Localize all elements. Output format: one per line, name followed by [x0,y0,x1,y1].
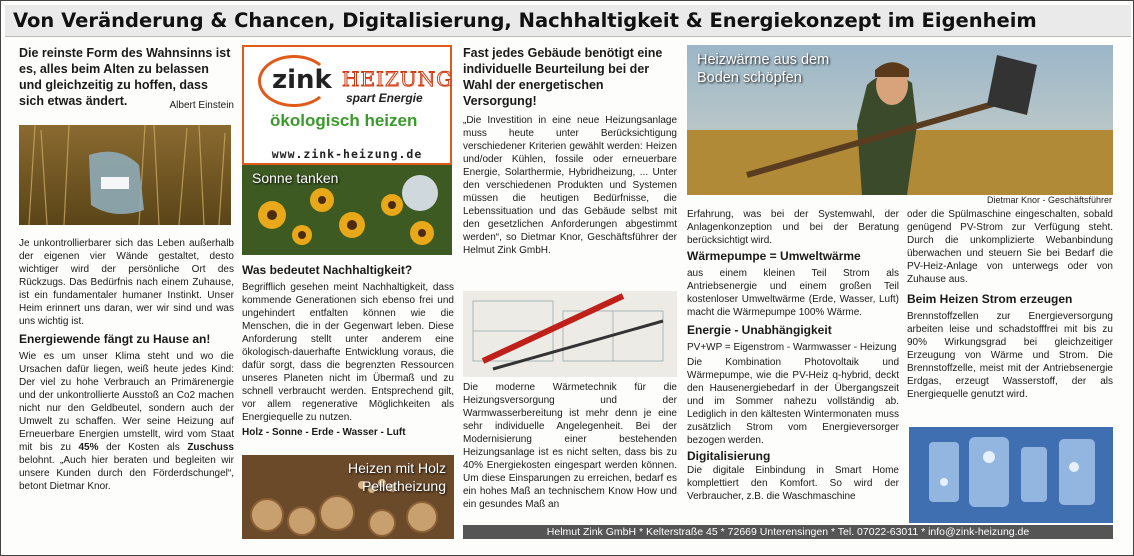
section-heading-energiewende: Energiewende fängt zu Hause an! [19,332,211,346]
waermetechnik-text: Die moderne Wärmetechnik für die Heizungsversorgung und der Warmwasserbereitung ist mehr denn je eine sehr individuelle Angelegenheit. Bei der Modernisierung einer bestehenden Heizungsanlage ist es nicht selten, dass bis zu 40% Energiekosten eingespart werden können. Um diese Einsparungen zu erreichen, bedarf es ein hohes Maß an technischem Know How und ein gesundes Maß an [463,382,677,510]
logo-slogan: spart Energie [346,91,423,105]
column-4 [687,208,899,523]
energiewende-text: Wie es um unser Klima steht und wo die Ursachen dafür liegen, weiß heute jedes Kind: Der viel zu hohe Verbrauch an Primärenergie und der unkontrollierte Ausstoß an Co2 machen nicht nur den Geldbeutel, sondern auch der Umwelt zu schaffen. Wer seine Heizung auf Erneuerbare Energien umstellt, wird vom Staat mit bis zu 45% der Kosten als Zuschuss belohnt. „Auch hier beraten und begleiten wir unsere Kunden durch den Förderdschungel“, betont Dietmar Knor. [19,351,234,492]
column-3-body [463,381,677,523]
investition-text: „Die Investition in eine neue Heizungsanlage muss heute unter Berücksichtigung verschiedener Kriterien gewählt werden: Heizen und/oder Kühlen, fossile oder erneuerbare Energie, Solarthermie, Hybridheizung, ... Unter den verschiedenen Produkten und Systemen müssen die heutigen Bedürfnisse, die Lebenssituation und das Gebäude selbst mit den gesetzlichen Anforderungen abgestimmt werden“, so Dietmar Knor, Geschäftsführer der Helmut Zink GmbH. [463,115,677,256]
digitalisierung-text: Die digitale Einbindung in Smart Home komplettiert den Komfort. So wird der Verbraucher, z.B. die Waschmaschine [687,465,899,502]
logo-claim: ökologisch heizen [270,111,418,130]
sunflower-photo [242,165,452,255]
section-heading-nachhaltigkeit: Was bedeutet Nachhaltigkeit? [242,263,413,277]
building-quote: Fast jedes Gebäude benötigt eine individuelle Beurteilung bei der Wahl der energetischen Versorgung! [463,46,663,108]
waermepumpe-text: aus einem kleinen Teil Strom als Antriebsenergie und einem großen Teil kostenloser Umweltwärme (Erde, Wasser, Luft) macht die Wärmepumpe 100% Wärme. [687,268,899,318]
caption-holz-line2: Pelletheizung [361,478,446,494]
page-headline: Von Veränderung & Chancen, Digitalisierung, Nachhaltigkeit & Energiekonzept im Eigenheim [5,5,1131,37]
section-heading-strom: Beim Heizen Strom erzeugen [907,292,1073,306]
intro-text: Je unkontrollierbarer sich das Leben außerhalb der eigenen vier Wände gestaltet, desto wichtiger wird der persönliche Ort des Rückzugs. Das Bedürfnis nach einem Zuhause, ist ein fundamentaler humaner Instinkt. Unser Heim erinnert uns daran, wer wir sind und was uns wichtig ist. [19,238,234,327]
photo-caption-boden [697,51,829,87]
section-heading-unabhaengigkeit: Energie - Unabhängigkeit [687,323,832,337]
farmer-photo [687,45,1113,195]
spuelmaschine-text: oder die Spülmaschine eingeschalten, sobald genügend PV-Strom zur Verfügung steht. Durch die unkomplizierte Webanbindung überwachen und steuern Sie bei Bedarf die PV-Heiz-Anlage von unterwegs oder von Zuhause aus. [907,209,1113,285]
fuelcell-photo [909,427,1113,523]
photo-caption-holz [334,459,446,495]
section-heading-waermepumpe: Wärmepumpe = Umweltwärme [687,249,861,263]
column-3 [463,45,677,291]
caption-boden-line1: Heizwärme aus dem [697,52,830,68]
pv-formula: PV+WP = Eigenstrom - Warmwasser - Heizung [687,342,897,353]
logo-zink: zink [272,65,332,95]
logo-heizung: HEIZUNG [342,67,454,91]
caption-boden-line2: Boden schöpfen [697,70,802,86]
website-url: www.zink-heizung.de [271,147,423,161]
quote-author: Albert Einstein [169,100,234,111]
column-1-body [19,237,234,537]
contact-footer: Helmut Zink GmbH * Kelterstraße 45 * 72669 Unterensingen * Tel. 07022-63011 * info@zink-heizung.de [463,525,1113,539]
einstein-quote: Die reinste Form des Wahnsinns ist es, alles beim Alten zu belassen und gleichzeitig zu hoffen, dass sich etwas ändert. [19,46,231,108]
blueprint-photo [463,291,677,377]
brennstoffzellen-text: Brennstoffzellen zur Energieversorgung arbeiten leise und schadstofffrei mit bis zu 90% Wirkungsgrad bei gleichzeitiger Erzeugung von Wärme und Strom. Die Brennstoffzelle, meist mit der Antriebsenergie Erdgas, erzeugt Wasserstoff, der als Energiequelle genutzt wird. [907,311,1113,400]
kombination-text: Die Kombination Photovoltaik und Wärmepumpe, wie die PV-Heiz q-hybrid, deckt den Hausenergiebedarf in der Übergangszeit und im Sommer nahezu vollständig ab. Lediglich in den kältesten Wintermonaten muss zusätzlich Strom vom Energieversorger bezogen werden. [687,357,899,446]
photo-credit: Dietmar Knor - Geschäftsführer [987,195,1113,205]
column-5 [907,208,1113,428]
elements-tagline: Holz - Sonne - Erde - Wasser - Luft [242,427,406,438]
column-2-body [242,259,454,457]
photo-caption-sonne: Sonne tanken [252,170,339,186]
grass-photo [19,125,231,225]
wood-photo [242,455,454,539]
caption-holz-line1: Heizen mit Holz [347,460,446,476]
nachhaltigkeit-text: Begrifflich gesehen meint Nachhaltigkeit, dass kommende Generationen sich ebenso frei und ungehindert entfalten können wie die Menschen, die in der Gegenwart leben. Diese Anforderung stellt unter anderem eine ökologisch-dauerhafte Entwicklung voraus, die dafür sorgt, dass die begrenzten Ressourcen unseres Planeten nicht im Übermaß und zu schnell verbraucht werden. Entsprechend gilt, vor allem regenerative Möglichkeiten als Energiequelle zu nutzen. [242,282,454,423]
section-heading-digitalisierung: Digitalisierung [687,449,771,463]
erfahrung-text: Erfahrung, was bei der Systemwahl, der Anlagenkonzeption und bei der Beratung berücksichtigt wird. [687,209,899,246]
